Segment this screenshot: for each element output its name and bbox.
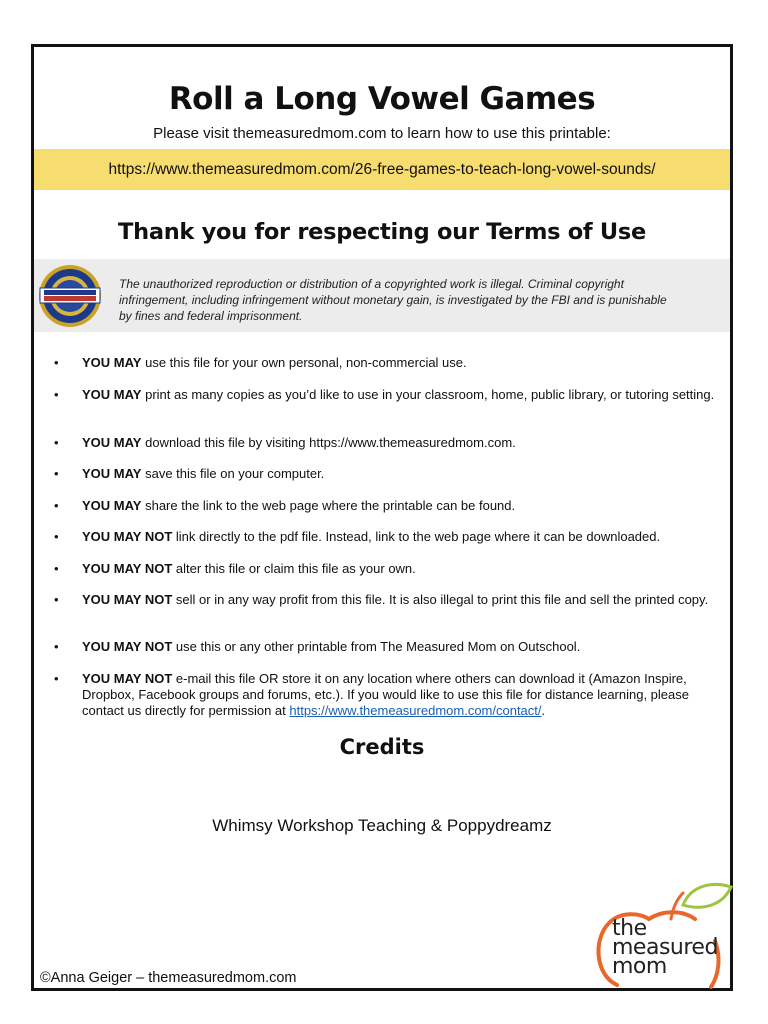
bullet: • xyxy=(54,355,59,370)
logo-line-mom: mom xyxy=(612,954,667,979)
credits-heading: Credits xyxy=(339,735,425,759)
rule-emphasis: YOU MAY xyxy=(82,435,142,450)
fbi-seal-icon xyxy=(38,264,102,328)
logo-line-the: the xyxy=(612,916,647,941)
rule-emphasis: YOU MAY NOT xyxy=(82,639,173,654)
rule-text: use this or any other printable from The Measured Mom on Outschool. xyxy=(172,639,581,654)
rule-emphasis: YOU MAY xyxy=(82,387,142,402)
rule-emphasis: YOU MAY xyxy=(82,498,142,513)
piracy-warning-box xyxy=(34,259,730,332)
piracy-warning-text: The unauthorized reproduction or distribution of a copyrighted work is illegal. Criminal copyright infringement, including infringement without monetary gain, is investigated by the FBI and is punishable by fines and federal imprisonment. xyxy=(119,277,667,323)
resource-url-banner xyxy=(34,149,730,190)
rule-text: sell or in any way profit from this file. It is also illegal to print this file and sell the printed copy. xyxy=(172,592,709,607)
rule-text: share the link to the web page where the printable can be found. xyxy=(141,498,516,513)
page-frame xyxy=(31,44,733,991)
rule-text: use this file for your own personal, non-commercial use. xyxy=(141,355,467,370)
rule-emphasis: YOU MAY NOT xyxy=(82,671,173,686)
rule-text: link directly to the pdf file. Instead, link to the web page where it can be downloaded. xyxy=(172,529,661,544)
rule-text: save this file on your computer. xyxy=(141,466,325,481)
page-title: Roll a Long Vowel Games xyxy=(168,81,596,117)
rule-text: download this file by visiting https://www.themeasuredmom.com. xyxy=(141,435,516,450)
rule-emphasis: YOU MAY NOT xyxy=(82,592,173,607)
bullet: • xyxy=(54,592,59,607)
terms-heading: Thank you for respecting our Terms of Use xyxy=(118,219,646,245)
page-subtitle: Please visit themeasuredmom.com to learn how to use this printable: xyxy=(153,125,611,142)
rule-text: e-mail this file OR store it on any location where others can download it (Amazon Inspire, Dropbox, Facebook groups and forums, etc.). If you would like to use this file for distance learning, please contact us directly for permission at xyxy=(82,671,689,718)
rule-text: print as many copies as you’d like to use in your classroom, home, public library, or tutoring setting. xyxy=(141,387,715,402)
bullet: • xyxy=(54,529,59,544)
rule-text-end: . xyxy=(541,703,546,718)
credits-names: Whimsy Workshop Teaching & Poppydreamz xyxy=(212,816,552,835)
bullet: • xyxy=(54,561,59,576)
bullet: • xyxy=(54,498,59,513)
rule-emphasis: YOU MAY xyxy=(82,355,142,370)
bullet: • xyxy=(54,639,59,654)
bullet: • xyxy=(54,671,59,686)
rule-emphasis: YOU MAY NOT xyxy=(82,529,173,544)
contact-link[interactable]: https://www.themeasuredmom.com/contact/ xyxy=(289,703,542,718)
bullet: • xyxy=(54,466,59,481)
resource-url-text: https://www.themeasuredmom.com/26-free-games-to-teach-long-vowel-sounds/ xyxy=(108,161,656,178)
rule-text: alter this file or claim this file as your own. xyxy=(172,561,416,576)
bullet: • xyxy=(54,435,59,450)
copyright-footer: ©Anna Geiger – themeasuredmom.com xyxy=(40,970,297,986)
logo-wordmark xyxy=(612,916,718,979)
logo-line-measured: measured xyxy=(612,935,718,960)
bullet: • xyxy=(54,387,59,402)
rule-emphasis: YOU MAY xyxy=(82,466,142,481)
rule-emphasis: YOU MAY NOT xyxy=(82,561,173,576)
